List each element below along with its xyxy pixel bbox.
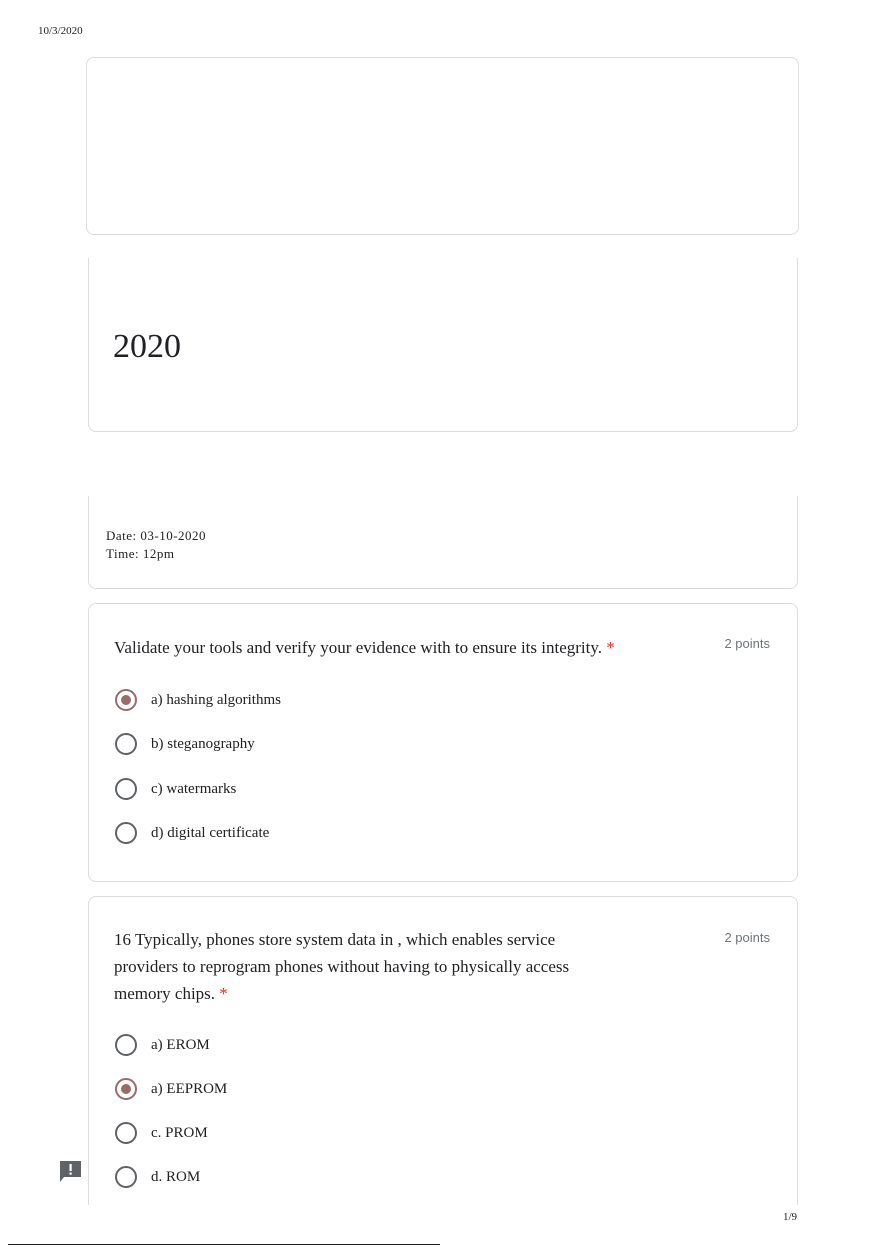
option-label: a) EEPROM xyxy=(151,1080,228,1097)
option-radio[interactable] xyxy=(115,732,255,756)
radio-selected-icon[interactable] xyxy=(115,1078,137,1100)
divider xyxy=(8,1244,440,1245)
required-marker: * xyxy=(219,984,228,1003)
question-text xyxy=(114,634,624,661)
option-label: c. PROM xyxy=(151,1124,208,1141)
header-image-card xyxy=(86,57,799,235)
radio-icon[interactable] xyxy=(115,1122,137,1144)
question-text xyxy=(114,926,614,1007)
page-footer xyxy=(0,1205,880,1247)
required-marker: * xyxy=(606,638,615,657)
option-label: a) hashing algorithms xyxy=(151,691,281,708)
option-label: d. ROM xyxy=(151,1168,201,1185)
exam-time: Time: 12pm xyxy=(106,546,175,561)
print-date: 10/3/2020 xyxy=(38,25,83,37)
option-label: a) EROM xyxy=(151,1036,210,1053)
question-card xyxy=(88,896,798,1216)
option-radio[interactable] xyxy=(115,1033,210,1057)
radio-icon[interactable] xyxy=(115,733,137,755)
info-card xyxy=(88,496,798,589)
question-card xyxy=(88,603,798,882)
points-label: 2 points xyxy=(724,930,770,945)
option-label: c) watermarks xyxy=(151,780,237,797)
option-radio[interactable] xyxy=(115,777,236,801)
question-label: 16 Typically, phones store system data in , which enables service providers to reprogram phones without having to physically access memory chips. xyxy=(114,930,570,1003)
page-number: 1/9 xyxy=(783,1211,798,1223)
option-radio[interactable] xyxy=(115,1077,227,1101)
radio-icon[interactable] xyxy=(115,822,137,844)
option-label: d) digital certificate xyxy=(151,824,270,841)
option-radio[interactable] xyxy=(115,1121,208,1145)
radio-selected-icon[interactable] xyxy=(115,689,137,711)
option-radio[interactable] xyxy=(115,1165,200,1189)
option-radio[interactable] xyxy=(115,821,269,845)
points-label: 2 points xyxy=(724,636,770,651)
radio-icon[interactable] xyxy=(115,1166,137,1188)
radio-icon[interactable] xyxy=(115,1034,137,1056)
question-label: Validate your tools and verify your evidence with to ensure its integrity. xyxy=(114,638,602,657)
form-title: 2020 xyxy=(113,328,181,365)
feedback-icon[interactable] xyxy=(59,1160,82,1184)
radio-icon[interactable] xyxy=(115,778,137,800)
title-card xyxy=(88,258,798,432)
exam-date: Date: 03-10-2020 xyxy=(106,528,207,543)
option-radio[interactable] xyxy=(115,688,281,712)
option-label: b) steganography xyxy=(151,735,255,752)
